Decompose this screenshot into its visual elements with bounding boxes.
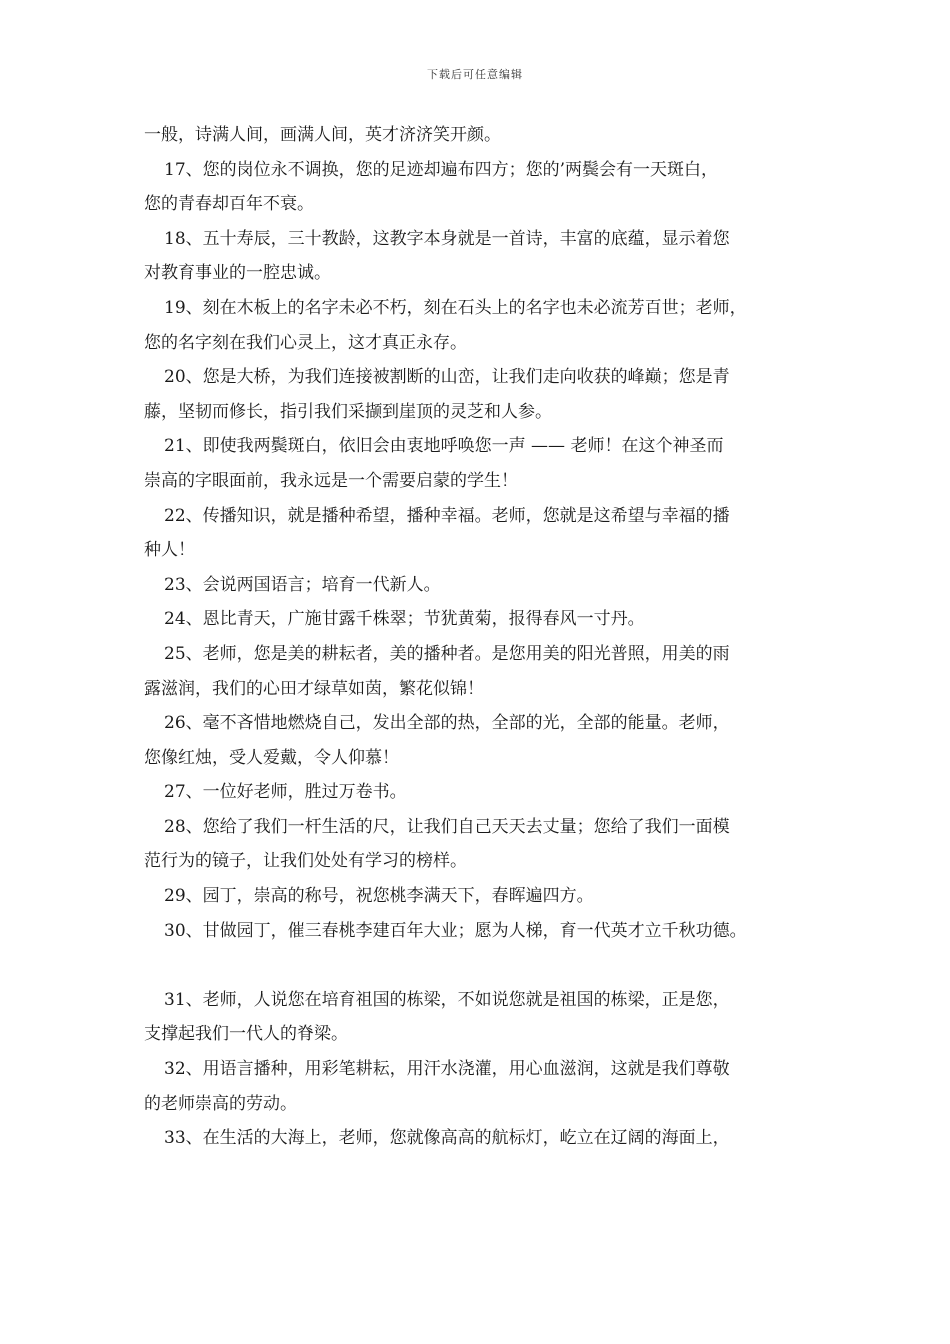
text-line: 您像红烛，受人爱戴，令人仰慕！ xyxy=(144,747,399,768)
text-line: 31、老师，人说您在培育祖国的栋梁，不如说您就是祖国的栋梁，正是您， xyxy=(164,989,730,1010)
text-line: 23、会说两国语言；培育一代新人。 xyxy=(164,574,441,595)
text-line: 30、甘做园丁，催三春桃李建百年大业；愿为人梯，育一代英才立千秋功德。 xyxy=(164,920,747,941)
text-line: 19、刻在木板上的名字未必不朽，刻在石头上的名字也未必流芳百世；老师， xyxy=(164,297,747,318)
text-line: 种人！ xyxy=(144,540,195,561)
text-line: 范行为的镜子，让我们处处有学习的榜样。 xyxy=(144,851,467,872)
text-line: 一般，诗满人间，画满人间，英才济济笑开颜。 xyxy=(144,125,501,145)
document-body xyxy=(144,118,820,1156)
text-line: 支撑起我们一代人的脊梁。 xyxy=(144,1024,348,1045)
text-line: 藤，坚韧而修长，指引我们采撷到崖顶的灵芝和人参。 xyxy=(144,401,552,422)
text-line: 对教育事业的一腔忠诚。 xyxy=(144,263,331,284)
text-line: 崇高的字眼面前，我永远是一个需要启蒙的学生！ xyxy=(144,470,518,491)
text-line: 27、一位好老师，胜过万卷书。 xyxy=(164,782,407,803)
page-header: 下载后可任意编辑 xyxy=(427,68,523,81)
text-line: 20、您是大桥，为我们连接被割断的山峦，让我们走向收获的峰巅；您是青 xyxy=(164,367,730,388)
text-line: 25、老师，您是美的耕耘者，美的播种者。是您用美的阳光普照，用美的雨 xyxy=(164,643,730,664)
text-line: 22、传播知识，就是播种希望，播种幸福。老师，您就是这希望与幸福的播 xyxy=(164,505,730,526)
text-line: 32、用语言播种，用彩笔耕耘，用汗水浇灌，用心血滋润，这就是我们尊敬 xyxy=(164,1059,730,1080)
text-line: 18、五十寿辰，三十教龄，这教字本身就是一首诗，丰富的底蕴，显示着您 xyxy=(164,228,730,249)
text-line: 29、园丁，崇高的称号，祝您桃李满天下，春晖遍四方。 xyxy=(164,886,594,907)
text-line: 24、恩比青天，广施甘露千株翠；节犹黄菊，报得春风一寸丹。 xyxy=(164,609,645,630)
text-line: 33、在生活的大海上，老师，您就像高高的航标灯，屹立在辽阔的海面上， xyxy=(164,1128,730,1149)
text-line: 露滋润，我们的心田才绿草如茵，繁花似锦！ xyxy=(144,678,484,699)
text-line: 21、即使我两鬓斑白，依旧会由衷地呼唤您一声 —— 老师！在这个神圣而 xyxy=(164,436,724,457)
text-line: 26、毫不吝惜地燃烧自己，发出全部的热，全部的光，全部的能量。老师， xyxy=(164,713,730,734)
text-line: 的老师崇高的劳动。 xyxy=(144,1093,297,1114)
text-line: 28、您给了我们一杆生活的尺，让我们自己天天去丈量；您给了我们一面模 xyxy=(164,816,730,837)
blank-line xyxy=(144,948,820,983)
text-line: 17、您的岗位永不调换，您的足迹却遍布四方；您的’两鬓会有一天斑白， xyxy=(164,159,719,180)
text-line: 您的名字刻在我们心灵上，这才真正永存。 xyxy=(144,332,467,353)
text-line: 您的青春却百年不衰。 xyxy=(144,194,314,215)
